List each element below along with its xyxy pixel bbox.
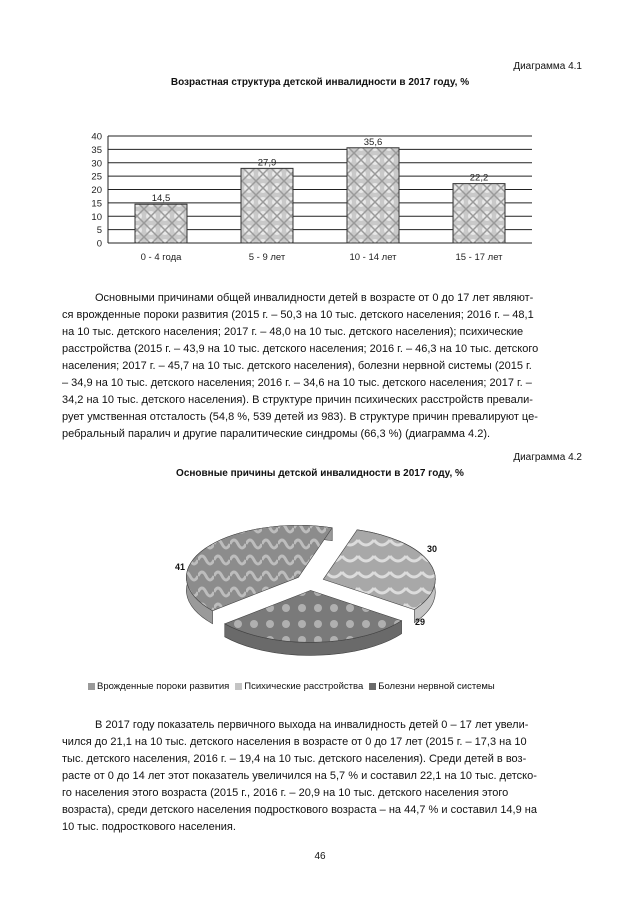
paragraph-line: возраста), среди детского населения подросткового возраста – на 44,7 % и составил 14,9 на — [62, 804, 537, 816]
bar — [241, 168, 293, 243]
pie-value-label: 29 — [414, 617, 426, 627]
bar-value-label: 22,2 — [469, 172, 489, 184]
legend-label: Психические расстройства — [244, 681, 364, 692]
legend-label: Врожденные пороки развития — [97, 681, 230, 692]
y-tick-label: 20 — [91, 185, 102, 196]
paragraph-line: ся врожденные пороки развития (2015 г. – 50,3 на 10 тыс. детского населения; 2016 г. – 48,1 — [62, 309, 534, 321]
pie-value-label: 41 — [174, 562, 186, 572]
paragraph-primary-disability — [62, 717, 582, 836]
pie-slice — [323, 530, 438, 610]
paragraph-line: тыс. детского населения, 2016 г. – 19,4 на 10 тыс. детского населения). Среди детей в воз- — [62, 753, 527, 765]
x-category-label: 10 - 14 лет — [349, 252, 397, 263]
page-number: 46 — [314, 851, 326, 862]
paragraph-line: населения; 2017 г. – 45,7 на 10 тыс. детского населения), болезни нервной системы (2015 г. — [62, 360, 532, 372]
paragraph-line: рует умственная отсталость (54,8 %, 539 детей из 983). В структуре причин превалируют це- — [62, 411, 538, 423]
disability-causes-pie-chart — [150, 520, 470, 670]
bar — [135, 204, 187, 243]
bar — [453, 184, 505, 243]
diagram-4-2-label: Диаграмма 4.2 — [513, 452, 582, 463]
bar — [347, 148, 399, 243]
bar-value-label: 35,6 — [363, 136, 383, 148]
pie-legend — [88, 681, 501, 692]
bar-value-label: 14,5 — [151, 193, 171, 205]
x-category-label: 0 - 4 года — [140, 252, 182, 263]
y-tick-label: 10 — [91, 211, 102, 223]
paragraph-line: на 10 тыс. детского населения; 2017 г. – 48,0 на 10 тыс. детского населения); психические — [62, 326, 524, 338]
paragraph-line: го населения этого возраста (2015 г., 2016 г. – 20,9 на 10 тыс. детского населения этого — [62, 787, 509, 799]
diagram-4-1-title: Возрастная структура детской инвалидности в 2017 году, % — [170, 77, 470, 88]
y-tick-label: 35 — [91, 144, 102, 156]
x-category-label: 15 - 17 лет — [455, 252, 503, 263]
legend-item — [88, 681, 229, 692]
y-tick-label: 25 — [91, 171, 102, 183]
legend-label: Болезни нервной системы — [378, 681, 495, 692]
paragraph-line: – 34,9 на 10 тыс. детского населения; 2016 г. – 34,6 на 10 тыс. детского населения; 2017 г. – — [62, 377, 532, 389]
legend-item — [235, 681, 363, 692]
y-tick-label: 5 — [96, 225, 102, 237]
y-tick-label: 30 — [91, 158, 102, 170]
paragraph-line: чился до 21,1 на 10 тыс. детского населения в возрасте от 0 до 17 лет (2015 г. – 17,3 на 10 — [62, 736, 527, 748]
diagram-4-1-label: Диаграмма 4.1 — [513, 61, 582, 72]
y-tick-label: 15 — [91, 198, 102, 210]
pie-value-label: 30 — [426, 544, 438, 554]
legend-swatch — [88, 683, 95, 690]
legend-swatch — [235, 683, 242, 690]
y-tick-label: 0 — [96, 238, 102, 250]
age-structure-bar-chart — [60, 125, 560, 270]
paragraph-line: В 2017 году показатель первичного выхода на инвалидность детей 0 – 17 лет увели- — [95, 719, 529, 731]
paragraph-line: расте от 0 до 14 лет этот показатель увеличился на 5,7 % и составил 22,1 на 10 тыс. детско- — [62, 770, 537, 782]
paragraph-line: ребральный паралич и другие паралитические синдромы (66,3 %) (диаграмма 4.2). — [62, 428, 491, 440]
legend-swatch — [369, 683, 376, 690]
paragraph-causes — [62, 290, 582, 443]
paragraph-line: Основными причинами общей инвалидности детей в возрасте от 0 до 17 лет являют- — [95, 292, 534, 304]
legend-item — [369, 681, 495, 692]
paragraph-line: расстройства (2015 г. – 43,9 на 10 тыс. детского населения; 2016 г. – 46,3 на 10 тыс. детского — [62, 343, 539, 355]
x-category-label: 5 - 9 лет — [248, 252, 286, 263]
paragraph-line: 10 тыс. подросткового населения. — [62, 821, 236, 833]
paragraph-line: 34,2 на 10 тыс. детского населения). В структуре причин психических расстройств превали- — [62, 394, 533, 406]
diagram-4-2-title: Основные причины детской инвалидности в 2017 году, % — [176, 468, 464, 479]
bar-value-label: 27,9 — [257, 157, 277, 169]
y-tick-label: 40 — [91, 131, 102, 143]
